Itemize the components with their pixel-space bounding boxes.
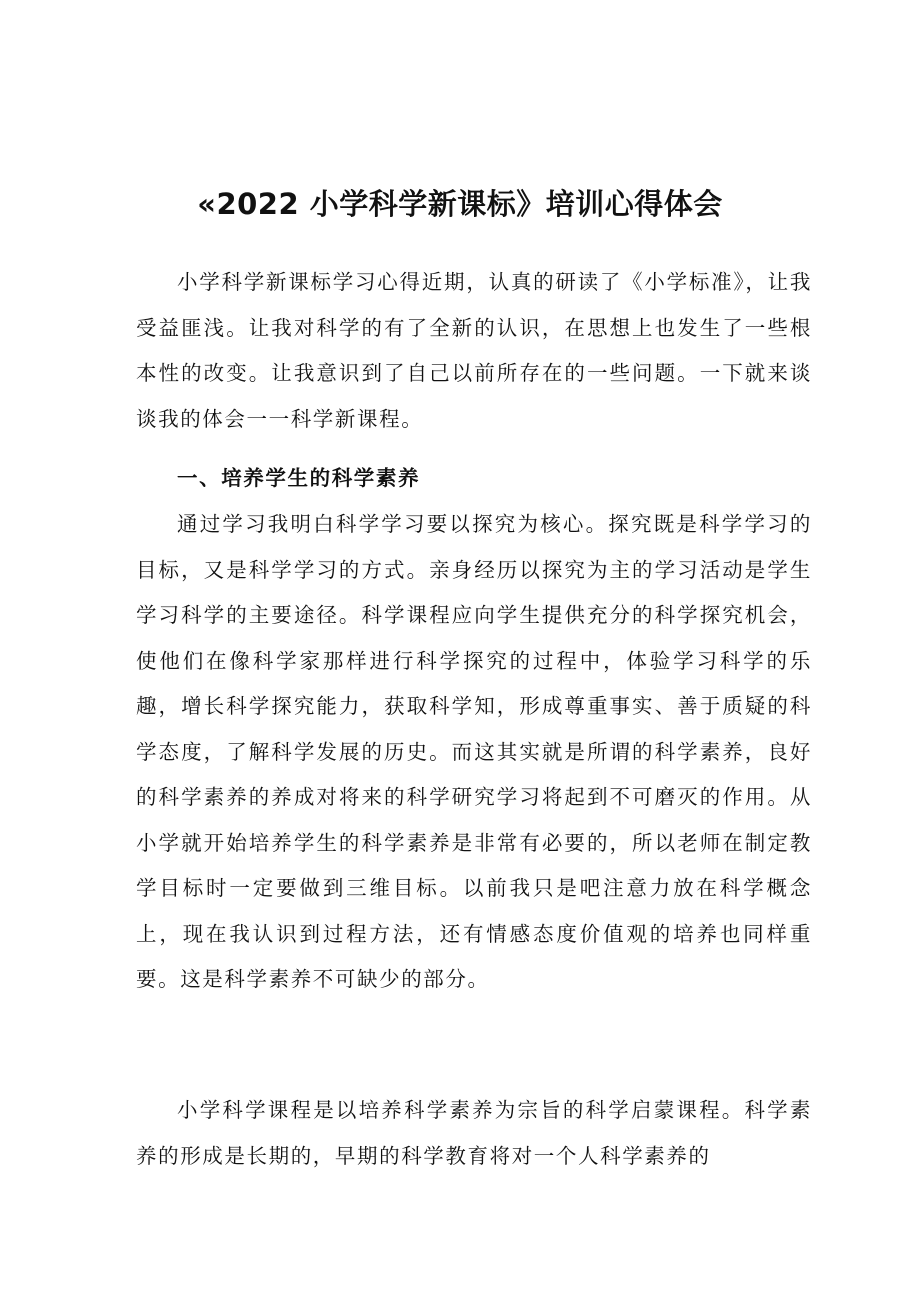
section-paragraph: 通过学习我明白科学学习要以探究为核心。探究既是科学学习的目标，又是科学学习的方式。亲身经历以探究为主的学习活动是学生学习科学的主要途径。科学课程应向学生提供充分的科学探究机会，使他们在像科学家那样进行科学探究的过程中，体验学习科学的乐趣，增长科学探究能力，获取科学知，形成尊重事实、善于质疑的科学态度，了解科学发展的历史。而这其实就是所谓的科学素养，良好的科学素养的养成对将来的科学研究学习将起到不可磨灭的作用。从小学就开始培养学生的科学素养是非常有必要的，所以老师在制定教学目标时一定要做到三维目标。以前我只是吧注意力放在科学概念上，现在我认识到过程方法，还有情感态度价值观的培养也同样重要。这是科学素养不可缺少的部分。 bbox=[136, 512, 812, 991]
document-title: «2022 小学科学新课标》培训心得体会 bbox=[197, 187, 723, 222]
continuation-paragraph: 小学科学课程是以培养科学素养为宗旨的科学启蒙课程。科学素养的形成是长期的，早期的科学教育将对一个人科学素养的 bbox=[136, 1098, 812, 1168]
intro-paragraph: 小学科学新课标学习心得近期，认真的研读了《小学标准》，让我受益匪浅。让我对科学的有了全新的认识，在思想上也发生了一些根本性的改变。让我意识到了自己以前所存在的一些问题。一下就来谈谈我的体会一一科学新课程。 bbox=[136, 270, 812, 431]
section-heading: 一、培养学生的科学素养 bbox=[177, 466, 421, 490]
